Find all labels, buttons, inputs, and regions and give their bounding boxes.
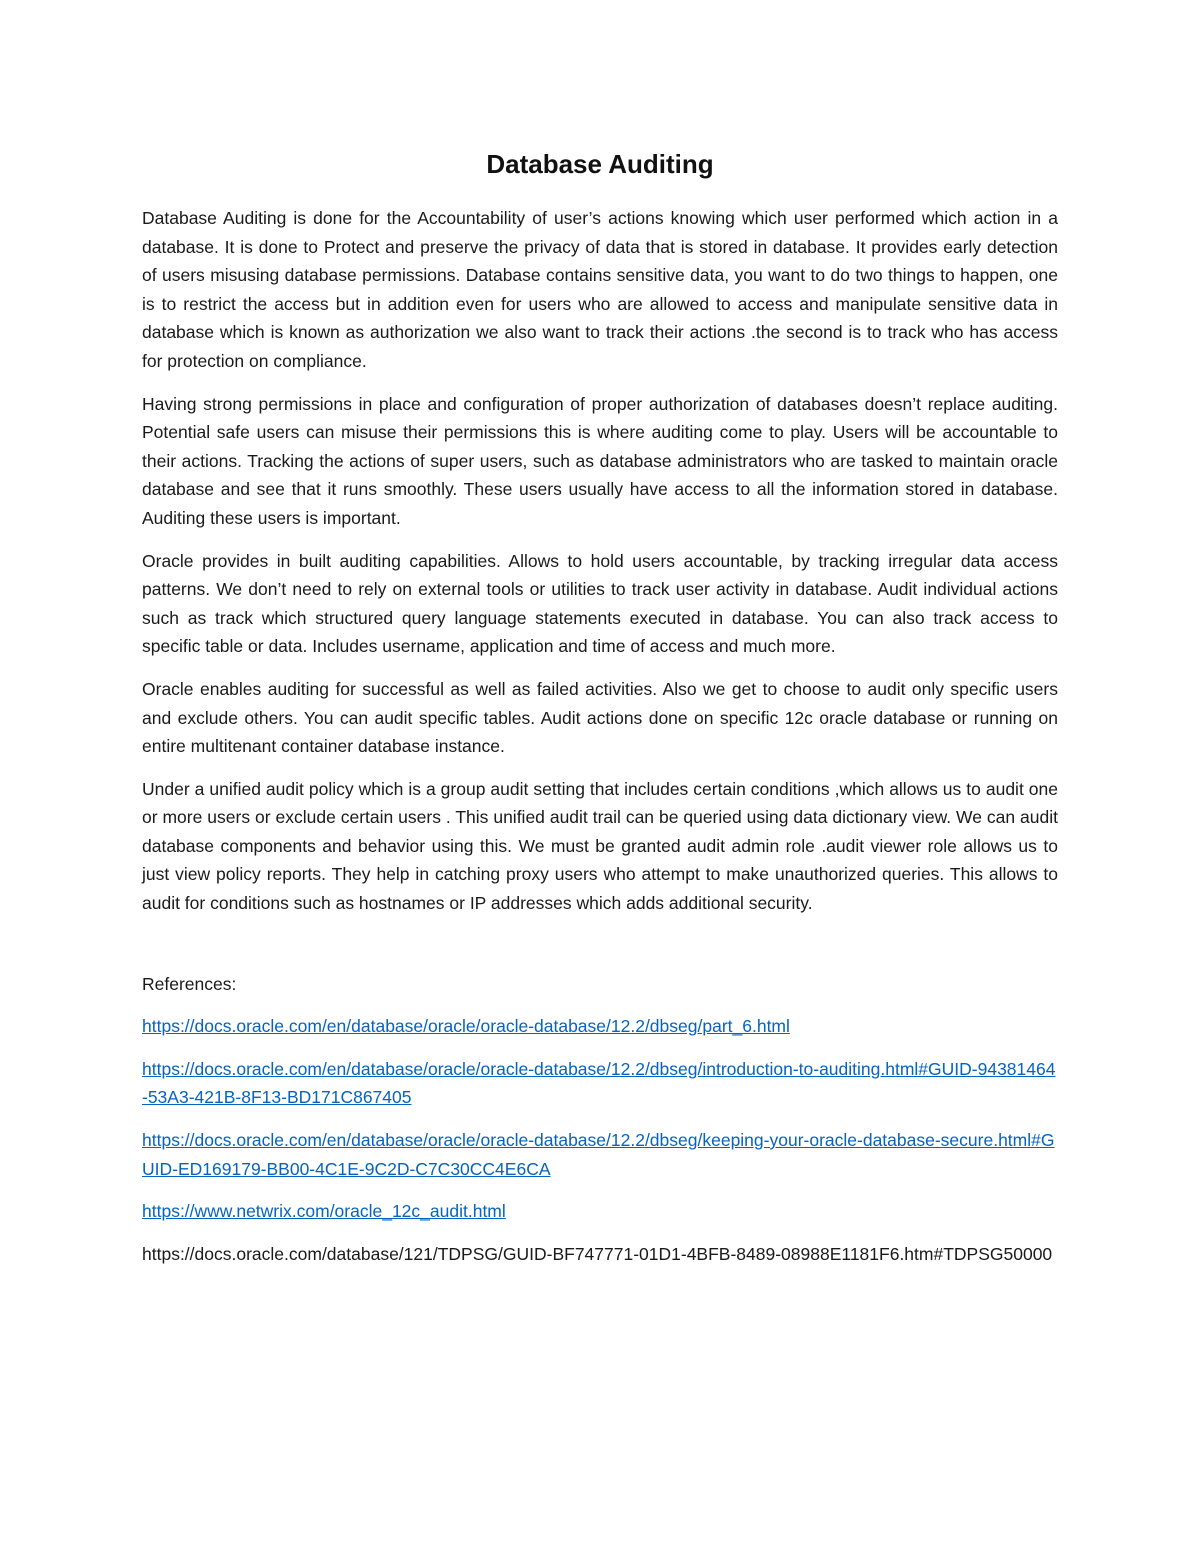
reference-link[interactable]: https://www.netwrix.com/oracle_12c_audit.html xyxy=(142,1201,506,1222)
paragraph-intro: Database Auditing is done for the Accountability of user’s actions knowing which user performed which action in a database. It is done to Protect and preserve the privacy of data that is stored in database. It provides early detection of users misusing database permissions. Database contains sensitive data, you want to do two things to happen, one is to restrict the access but in addition even for users who are allowed to access and manipulate sensitive data in database which is known as authorization we also want to track their actions .the second is to track who has access for protection on compliance. xyxy=(142,208,1058,371)
references-heading: References: xyxy=(142,973,237,994)
paragraph-unified-audit: Under a unified audit policy which is a group audit setting that includes certain conditions ,which allows us to audit one or more users or exclude certain users . This unified audit trail can be queried using data dictionary view. We can audit database components and behavior using this. We must be granted audit admin role .audit viewer role allows us to just view policy reports. They help in catching proxy users who attempt to make unauthorized queries. This allows to audit for conditions such as hostnames or IP addresses which adds additional security. xyxy=(142,778,1058,914)
paragraph-oracle-activities: Oracle enables auditing for successful as well as failed activities. Also we get to choose to audit only specific users and exclude others. You can audit specific tables. Audit actions done on specific 12c oracle database or running on entire multitenant container database instance. xyxy=(142,678,1058,757)
reference-link[interactable]: https://docs.oracle.com/en/database/oracle/oracle-database/12.2/dbseg/part_6.html xyxy=(142,1016,790,1037)
document-title: Database Auditing xyxy=(486,149,714,179)
paragraph-oracle-capabilities: Oracle provides in built auditing capabilities. Allows to hold users accountable, by tracking irregular data access patterns. We don’t need to rely on external tools or utilities to track user activity in database. Audit individual actions such as track which structured query language statements executed in database. You can also track access to specific table or data. Includes username, application and time of access and much more. xyxy=(142,550,1058,657)
reference-link[interactable]: https://docs.oracle.com/en/database/oracle/oracle-database/12.2/dbseg/introduction-to-auditing.html#GUID-94381464-53A3-421B-8F13-BD171C867405 xyxy=(142,1058,1056,1108)
reference-text: https://docs.oracle.com/database/121/TDPSG/GUID-BF747771-01D1-4BFB-8489-08988E1181F6.htm#TDPSG50000 xyxy=(142,1243,1053,1264)
paragraph-permissions: Having strong permissions in place and configuration of proper authorization of databases doesn’t replace auditing. Potential safe users can misuse their permissions this is where auditing come to play. Users will be accountable to their actions. Tracking the actions of super users, such as database administrators who are tasked to maintain oracle database and see that it runs smoothly. These users usually have access to all the information stored in database. Auditing these users is important. xyxy=(142,393,1058,528)
reference-link[interactable]: https://docs.oracle.com/en/database/oracle/oracle-database/12.2/dbseg/keeping-your-oracle-database-secure.html#GUID-ED169179-BB00-4C1E-9C2D-C7C30CC4E6CA xyxy=(142,1130,1055,1179)
document-body xyxy=(142,140,1058,1282)
